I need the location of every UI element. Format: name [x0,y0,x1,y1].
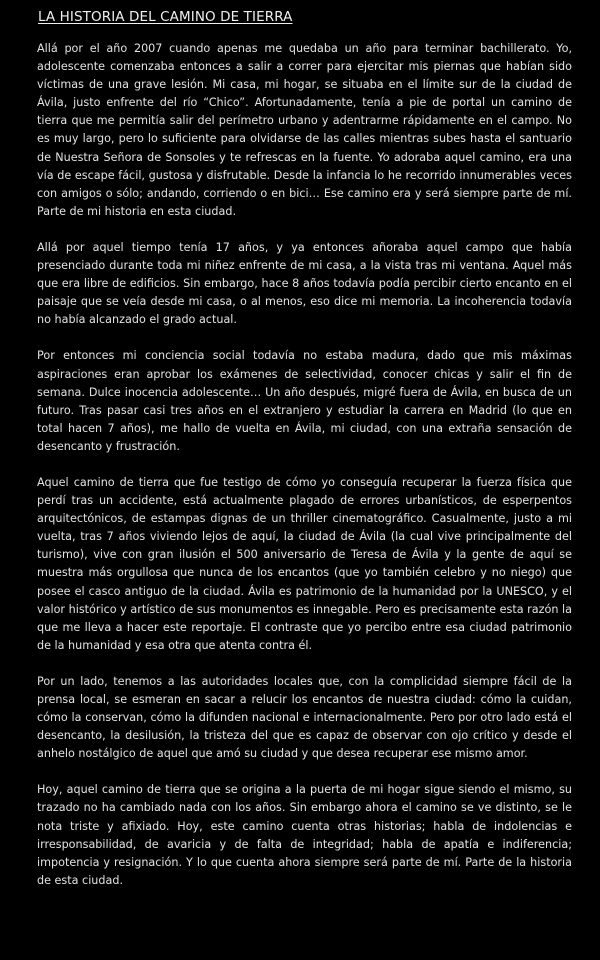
article-body [37,40,572,908]
paragraph-5: Por un lado, tenemos a las autoridades locales que, con la complicidad siempre fácil de la prensa local, se esmeran en sacar a relucir los encantos de nuestra ciudad: cómo la cuidan, cómo la conservan, cómo la difunden nacional e internacionalmente. Pero por otro lado está el desencanto, la desilusión, la tristeza del que es capaz de observar con ojo crítico y desde el anhelo nostálgico de aquel que amó su ciudad y que desea recuperar ese mismo amor. [37,674,572,761]
paragraph-3: Por entonces mi conciencia social todavía no estaba madura, dado que mis máximas aspiraciones eran aprobar los exámenes de selectividad, conocer chicas y salir el fin de semana. Dulce inocencia adolescente… Un año después, migré fuera de Ávila, en busca de un futuro. Tras pasar casi tres años en el extranjero y estudiar la carrera en Madrid (lo que en total hacen 7 años), me hallo de vuelta en Ávila, mi ciudad, con una extraña sensación de desencanto y frustración. [37,349,572,453]
paragraph-4: Aquel camino de tierra que fue testigo de cómo yo conseguía recuperar la fuerza física que perdí tras un accidente, está actualmente plagado de errores urbanísticos, de esperpentos arquitectónicos, de estampas dignas de un thriller cinematográfico. Casualmente, justo a mi vuelta, tras 7 años viviendo lejos de aquí, la ciudad de Ávila (la cual vive principalmente del turismo), vive con gran ilusión el 500 aniversario de Teresa de Ávila y la gente de aquí se muestra más orgullosa que nunca de los encantos (que yo también celebro y no niego) que posee el casco antiguo de la ciudad. Ávila es patrimonio de la humanidad por la UNESCO, y el valor histórico y artístico de sus monumentos es innegable. Pero es precisamente esta razón la que me lleva a hacer este reportaje. El contraste que yo percibo entre esa ciudad patrimonio de la humanidad y esa otra que atenta contra él. [37,475,572,652]
paragraph-1: Allá por el año 2007 cuando apenas me quedaba un año para terminar bachillerato. Yo, adolescente comenzaba entonces a salir a correr para ejercitar mis piernas que habían sido víctimas de una grave lesión. Mi casa, mi hogar, se situaba en el límite sur de la ciudad de Ávila, justo enfrente del río “Chico”. Afortunadamente, tenía a pie de portal un camino de tierra que me permitía salir del perímetro urbano y adentrarme rápidamente en el campo. No es muy largo, pero lo suficiente para olvidarse de las calles mientras subes hasta el santuario de Nuestra Señora de Sonsoles y te refrescas en la fuente. Yo adoraba aquel camino, era una vía de escape fácil, gustosa y disfrutable. Desde la infancia lo he recorrido innumerables veces con amigos o sólo; andando, corriendo o en bici… Ese camino era y será siempre parte de mí. Parte de mi historia en esta ciudad. [37,42,572,218]
paragraph-6: Hoy, aquel camino de tierra que se origina a la puerta de mi hogar sigue siendo el mismo, su trazado no ha cambiado nada con los años. Sin embargo ahora el camino se ve distinto, se le nota triste y afixiado. Hoy, este camino cuenta otras historias; habla de indolencias e irresponsabilidad, de avaricia y de falta de integridad; habla de apatía e indiferencia; impotencia y resignación. Y lo que cuenta ahora siempre será parte de mí. Parte de la historia de esta ciudad. [37,783,572,887]
paragraph-2: Allá por aquel tiempo tenía 17 años, y ya entonces añoraba aquel campo que había presenciado durante toda mi niñez enfrente de mi casa, a la vista tras mi ventana. Aquel más que era libre de edificios. Sin embargo, hace 8 años todavía podía percibir cierto encanto en el paisaje que se veía desde mi casa, o al menos, eso dice mi memoria. La incoherencia todavía no había alcanzado el grado actual. [37,240,572,327]
document-title: LA HISTORIA DEL CAMINO DE TIERRA [38,9,293,25]
